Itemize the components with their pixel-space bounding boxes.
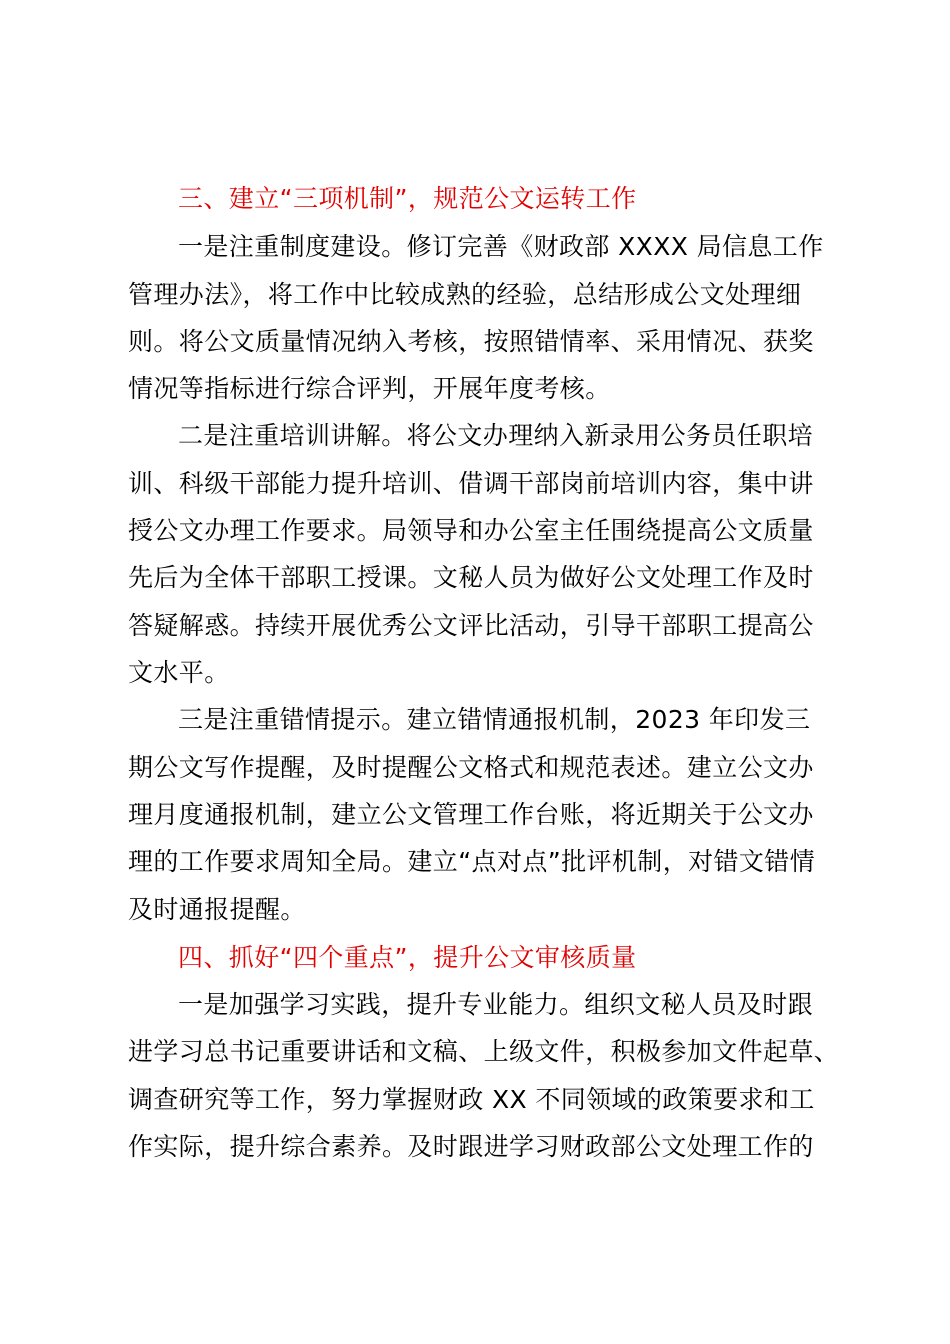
paragraph-line: 期公文写作提醒，及时提醒公文格式和规范表述。建立公文办: [128, 753, 814, 782]
paragraph-line: 训、科级干部能力提升培训、借调干部岗前培训内容，集中讲: [128, 469, 814, 498]
section-heading-4: 四、抓好“四个重点”，提升公文审核质量: [178, 943, 637, 972]
paragraph-line: 理月度通报机制，建立公文管理工作台账，将近期关于公文办: [128, 800, 814, 829]
paragraph-line: 管理办法》，将工作中比较成熟的经验，总结形成公文处理细: [128, 280, 802, 309]
paragraph-line: 先后为全体干部职工授课。文秘人员为做好公文处理工作及时: [128, 563, 814, 592]
paragraph-line: 进学习总书记重要讲话和文稿、上级文件，积极参加文件起草、: [128, 1037, 840, 1066]
paragraph-line: 作实际，提升综合素养。及时跟进学习财政部公文处理工作的: [128, 1132, 814, 1161]
paragraph-line: 调查研究等工作，努力掌握财政 XX 不同领域的政策要求和工: [128, 1085, 815, 1114]
section-heading-3: 三、建立“三项机制”，规范公文运转工作: [178, 184, 637, 213]
paragraph-line: 一是加强学习实践，提升专业能力。组织文秘人员及时跟: [178, 990, 814, 1019]
paragraph-line: 情况等指标进行综合评判，开展年度考核。: [128, 374, 611, 403]
paragraph-line: 理的工作要求周知全局。建立“点对点”批评机制，对错文错情: [128, 847, 816, 876]
paragraph-line: 授公文办理工作要求。局领导和办公室主任围绕提高公文质量: [128, 516, 814, 545]
paragraph-line: 三是注重错情提示。建立错情通报机制，2023 年印发三: [178, 705, 811, 734]
paragraph-line: 及时通报提醒。: [128, 895, 306, 924]
paragraph-line: 答疑解惑。持续开展优秀公文评比活动，引导干部职工提高公: [128, 611, 814, 640]
paragraph-line: 文水平。: [128, 658, 230, 687]
paragraph-line: 则。将公文质量情况纳入考核，按照错情率、采用情况、获奖: [128, 327, 814, 356]
paragraph-line: 一是注重制度建设。修订完善《财政部 XXXX 局信息工作: [178, 232, 824, 261]
paragraph-line: 二是注重培训讲解。将公文办理纳入新录用公务员任职培: [178, 421, 814, 450]
